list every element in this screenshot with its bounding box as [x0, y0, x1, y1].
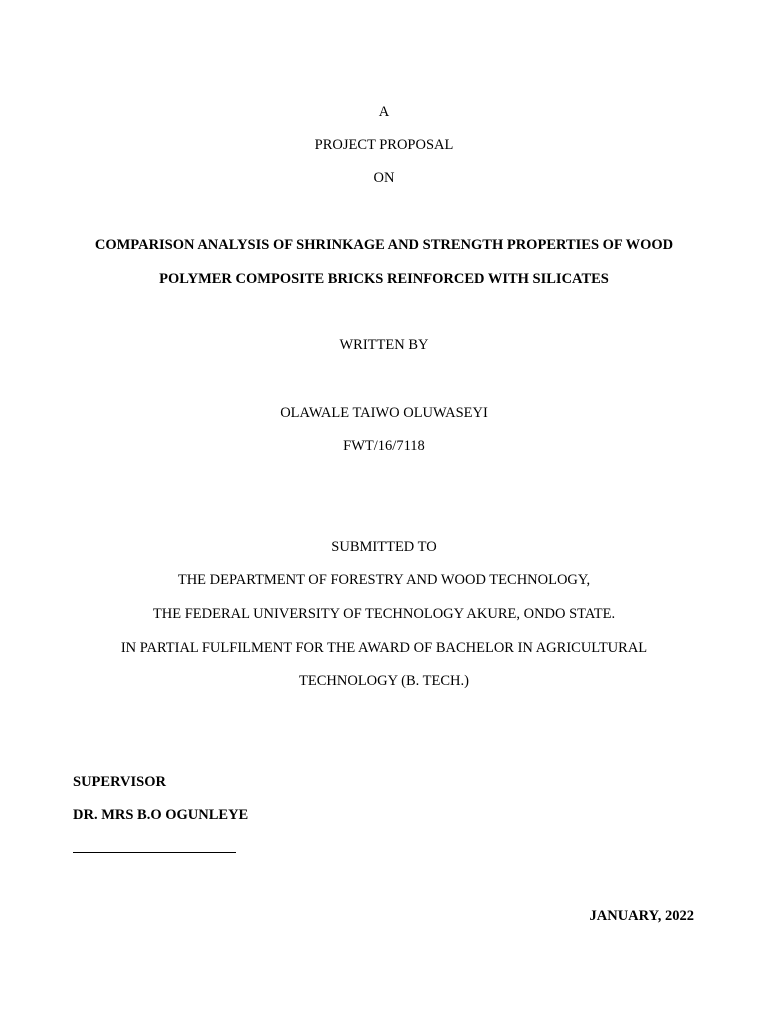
title-line-1: COMPARISON ANALYSIS OF SHRINKAGE AND STRENGTH PROPERTIES OF WOOD — [94, 237, 674, 253]
author-matric-number: FWT/16/7118 — [343, 438, 425, 454]
header-on: ON — [373, 170, 395, 186]
signature-line — [73, 852, 236, 853]
department-name: THE DEPARTMENT OF FORESTRY AND WOOD TECHNOLOGY, — [177, 572, 591, 588]
university-name: THE FEDERAL UNIVERSITY OF TECHNOLOGY AKURE, ONDO STATE. — [152, 606, 616, 622]
submitted-to-label: SUBMITTED TO — [331, 539, 437, 555]
supervisor-label: SUPERVISOR — [73, 774, 166, 790]
submission-date: JANUARY, 2022 — [589, 908, 694, 924]
title-line-2: POLYMER COMPOSITE BRICKS REINFORCED WITH SILICATES — [159, 271, 609, 287]
author-name: OLAWALE TAIWO OLUWASEYI — [280, 405, 488, 421]
header-project-proposal: PROJECT PROPOSAL — [314, 137, 454, 153]
header-article: A — [378, 104, 390, 120]
purpose-line-1: IN PARTIAL FULFILMENT FOR THE AWARD OF BACHELOR IN AGRICULTURAL — [120, 640, 648, 656]
supervisor-name: DR. MRS B.O OGUNLEYE — [73, 807, 249, 823]
written-by-label: WRITTEN BY — [339, 337, 429, 353]
purpose-line-2: TECHNOLOGY (B. TECH.) — [299, 673, 469, 689]
